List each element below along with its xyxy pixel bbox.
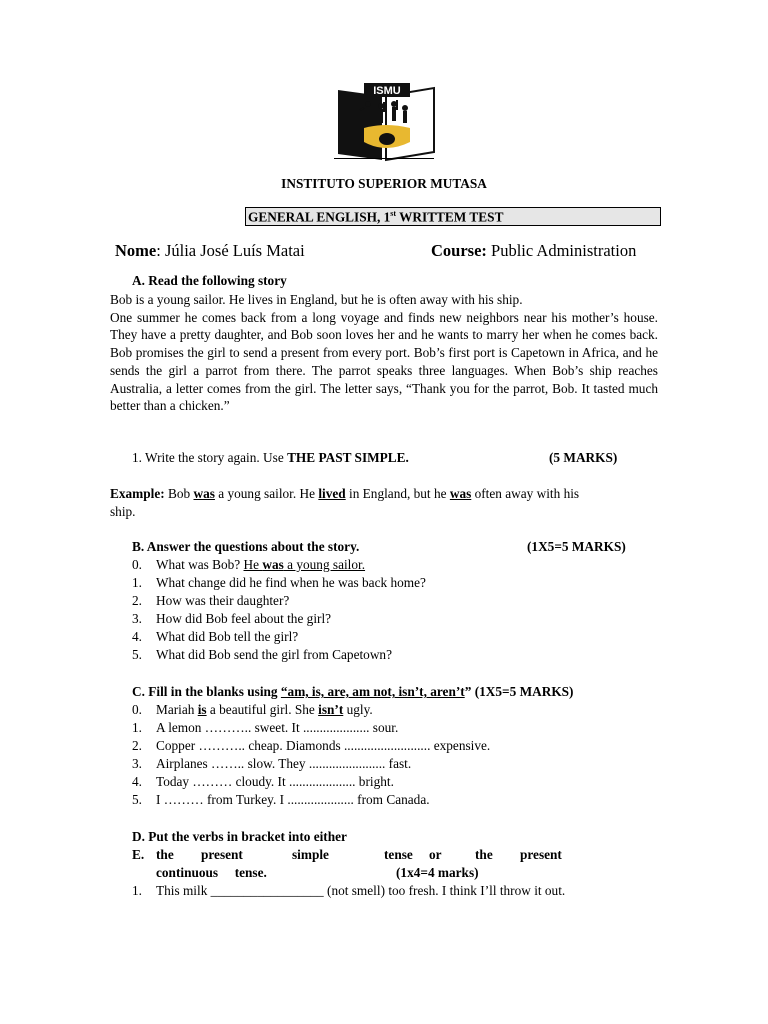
list-item: 5. What did Bob send the girl from Capetown? [132, 647, 392, 662]
section-e-word: present [201, 847, 243, 862]
list-item: 2. Copper ……….. cheap. Diamonds .......................... expensive. [132, 738, 491, 753]
section-d-heading: D. Put the verbs in bracket into either [132, 829, 347, 844]
section-e-marks: (1x4=4 marks) [396, 865, 479, 880]
list-item: 3. How did Bob feel about the girl? [132, 611, 332, 626]
section-b-heading: B. Answer the questions about the story. [132, 539, 360, 554]
section-e-word: present [520, 847, 562, 862]
section-b-marks: (1X5=5 MARKS) [527, 539, 626, 554]
section-c-heading: C. Fill in the blanks using “am, is, are, am not, isn’t, aren’t” (1X5=5 MARKS) [132, 684, 574, 699]
example-sentence-end: ship. [110, 504, 136, 519]
list-item: 1. A lemon ……….. sweet. It .................... sour. [132, 720, 399, 735]
section-e-letter: E. [132, 847, 145, 862]
story-text [110, 291, 658, 415]
ismu-logo [334, 82, 438, 162]
task-1: 1. Write the story again. Use THE PAST SIMPLE. [132, 450, 409, 465]
institution-name: INSTITUTO SUPERIOR MUTASA [281, 176, 487, 191]
logo-text: ISMU [373, 85, 401, 97]
list-item: 2. How was their daughter? [132, 593, 290, 608]
list-item: 4. Today ……… cloudy. It .................... bright. [132, 774, 394, 789]
section-b-questions [132, 556, 652, 664]
list-item: 3. Airplanes …….. slow. They ....................... fast. [132, 756, 412, 771]
section-e-word: simple [292, 847, 329, 862]
student-course: Course: Public Administration [431, 241, 637, 260]
test-title: GENERAL ENGLISH, 1st WRITTEM TEST [248, 209, 504, 225]
section-a-heading: A. Read the following story [132, 273, 287, 288]
list-item: 0. What was Bob? He was a young sailor. [132, 557, 366, 572]
section-e-word: the [156, 847, 174, 862]
story-paragraph-1: Bob is a young sailor. He lives in England, but he is often away with his ship. [110, 292, 523, 307]
section-d-items [132, 882, 672, 900]
section-e-word: or [429, 847, 442, 862]
task-1-marks: (5 MARKS) [549, 450, 618, 465]
list-item: 4. What did Bob tell the girl? [132, 629, 299, 644]
list-item: 0. Mariah is a beautiful girl. She isn’t ugly. [132, 702, 373, 717]
logo-underline [334, 158, 434, 159]
list-item: 5. I ……… from Turkey. I .................... from Canada. [132, 792, 430, 807]
story-paragraph-2: One summer he comes back from a long voyage and finds new neighbors near his mother’s house. They have a pretty daughter, and Bob soon loves her and he wants to marry her when he comes back. Bob promises the girl to send a present from every port. Bob’s first port is Capetown in Africa, and he sends the girl a parrot from there. The parrot speaks three languages. When Bob’s ship reaches Australia, a letter comes from the girl. The letter says, “Thank you for the parrot, Bob. It tasted much better than a chicken.” [110, 309, 658, 414]
section-c-items [132, 701, 652, 809]
section-e-word: tense [384, 847, 413, 862]
example-sentence: Example: Bob was a young sailor. He lived in England, but he was often away with his [110, 486, 580, 501]
test-title-box [245, 207, 661, 226]
student-name: Nome: Júlia José Luís Matai [115, 241, 305, 260]
list-item: 1. What change did he find when he was back home? [132, 575, 426, 590]
list-item: 1. This milk _________________ (not smell) too fresh. I think I’ll throw it out. [132, 883, 566, 898]
section-e-line2: continuous tense. [156, 865, 267, 880]
section-e-word: the [475, 847, 493, 862]
